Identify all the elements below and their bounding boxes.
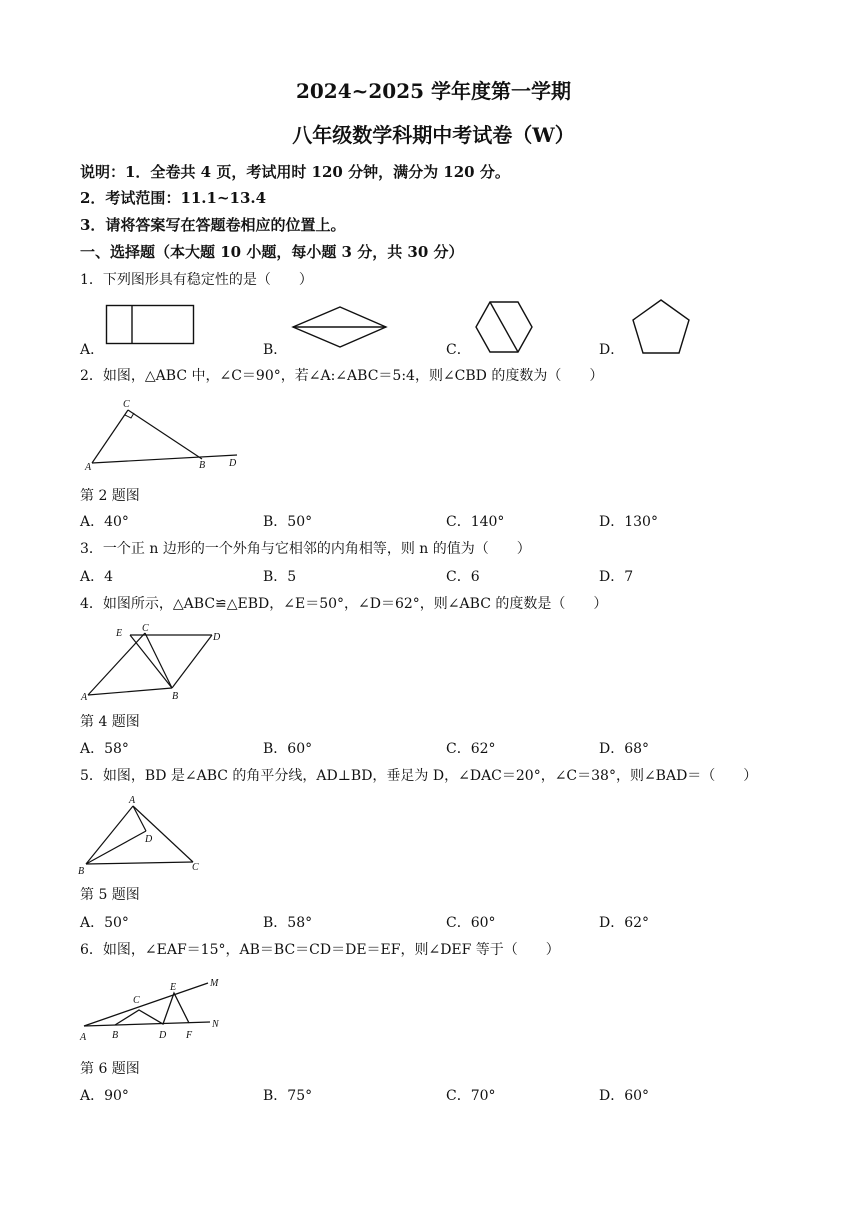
question-3-option-a: A．4 (80, 569, 114, 585)
q1-figure-hexagon (473, 300, 535, 354)
q1-figure-rectangle-divided (105, 304, 197, 346)
question-2-caption: 第 2 题图 (80, 488, 140, 504)
question-5-caption: 第 5 题图 (80, 887, 140, 903)
q6-label-e: E (170, 982, 177, 993)
note-3: 3．请将答案写在答题卷相应的位置上。 (80, 216, 346, 234)
question-6-option-d: D．60° (599, 1088, 650, 1104)
question-6-caption: 第 6 题图 (80, 1061, 140, 1077)
q2-figure-right-triangle (82, 396, 252, 476)
question-2-option-b: B．50° (263, 514, 313, 530)
question-3-option-b: B．5 (263, 569, 297, 585)
question-5-option-b: B．58° (263, 915, 313, 931)
question-2-option-d: D．130° (599, 514, 658, 530)
section-heading-choice: 一、选择题（本大题 10 小题，每小题 3 分，共 30 分） (80, 243, 464, 261)
question-4-option-a: A．58° (80, 741, 129, 757)
question-1-option-b: B． (263, 342, 288, 358)
exam-title-name: 八年级数学科期中考试卷（W） (292, 123, 575, 147)
question-5-option-a: A．50° (80, 915, 129, 931)
q5-figure-angle-bisector (78, 794, 208, 876)
q6-label-m: M (210, 978, 219, 989)
q4-label-c: C (142, 623, 149, 634)
question-3-stem: 3．一个正 n 边形的一个外角与它相邻的内角相等，则 n 的值为（ ） (80, 541, 531, 557)
q6-label-b: B (112, 1030, 119, 1041)
q4-label-b: B (172, 691, 179, 702)
question-4-option-b: B．60° (263, 741, 313, 757)
q4-label-d: D (213, 632, 221, 643)
question-6-option-b: B．75° (263, 1088, 313, 1104)
q4-figure-congruent-triangles (80, 622, 230, 704)
question-2-stem: 2．如图，△ABC 中，∠C＝90°，若∠A:∠ABC＝5:4，则∠CBD 的度数为（ ） (80, 368, 604, 384)
q4-label-a: A (81, 692, 88, 703)
question-2-option-c: C．140° (446, 514, 505, 530)
question-4-caption: 第 4 题图 (80, 714, 140, 730)
q6-figure-equal-segments (78, 970, 238, 1046)
question-6-option-a: A．90° (80, 1088, 129, 1104)
q2-label-a: A (85, 462, 92, 473)
question-3-option-d: D．7 (599, 569, 634, 585)
question-3-option-c: C．6 (446, 569, 480, 585)
question-1-option-c: C． (446, 342, 471, 358)
question-6-stem: 6．如图，∠EAF＝15°，AB＝BC＝CD＝DE＝EF，则∠DEF 等于（ ） (80, 942, 560, 958)
q5-label-b: B (78, 866, 85, 876)
q5-label-d: D (145, 834, 153, 845)
question-4-stem: 4．如图所示，△ABC≌△EBD，∠E＝50°，∠D＝62°，则∠ABC 的度数是（ ） (80, 596, 608, 612)
q5-label-a: A (129, 795, 136, 806)
question-2-option-a: A．40° (80, 514, 129, 530)
q2-label-d: D (229, 458, 237, 469)
question-5-option-d: D．62° (599, 915, 650, 931)
note-2: 2．考试范围：11.1~13.4 (80, 189, 267, 207)
q1-figure-pentagon (630, 298, 692, 356)
q6-label-d: D (159, 1030, 167, 1041)
question-5-stem: 5．如图，BD 是∠ABC 的角平分线，AD⊥BD，垂足为 D，∠DAC＝20°，∠C＝38°，则∠BAD＝（ ） (80, 768, 758, 784)
q6-label-f: F (186, 1030, 193, 1041)
question-1-option-d: D． (599, 342, 625, 358)
q6-label-n: N (212, 1019, 219, 1030)
exam-title-year: 2024~2025 学年度第一学期 (295, 79, 572, 103)
question-4-option-d: D．68° (599, 741, 650, 757)
question-4-option-c: C．62° (446, 741, 496, 757)
question-1-stem: 1．下列图形具有稳定性的是（ ） (80, 272, 313, 288)
q5-label-c: C (192, 862, 199, 873)
q6-label-a: A (80, 1032, 87, 1043)
q2-label-b: B (199, 460, 206, 471)
question-1-option-a: A． (80, 342, 105, 358)
q2-label-c: C (123, 399, 130, 410)
question-6-option-c: C．70° (446, 1088, 496, 1104)
q1-figure-rhombus (290, 304, 390, 350)
note-1: 说明：1．全卷共 4 页，考试用时 120 分钟，满分为 120 分。 (80, 163, 510, 181)
q6-label-c: C (133, 995, 140, 1006)
q4-label-e: E (116, 628, 123, 639)
question-5-option-c: C．60° (446, 915, 496, 931)
